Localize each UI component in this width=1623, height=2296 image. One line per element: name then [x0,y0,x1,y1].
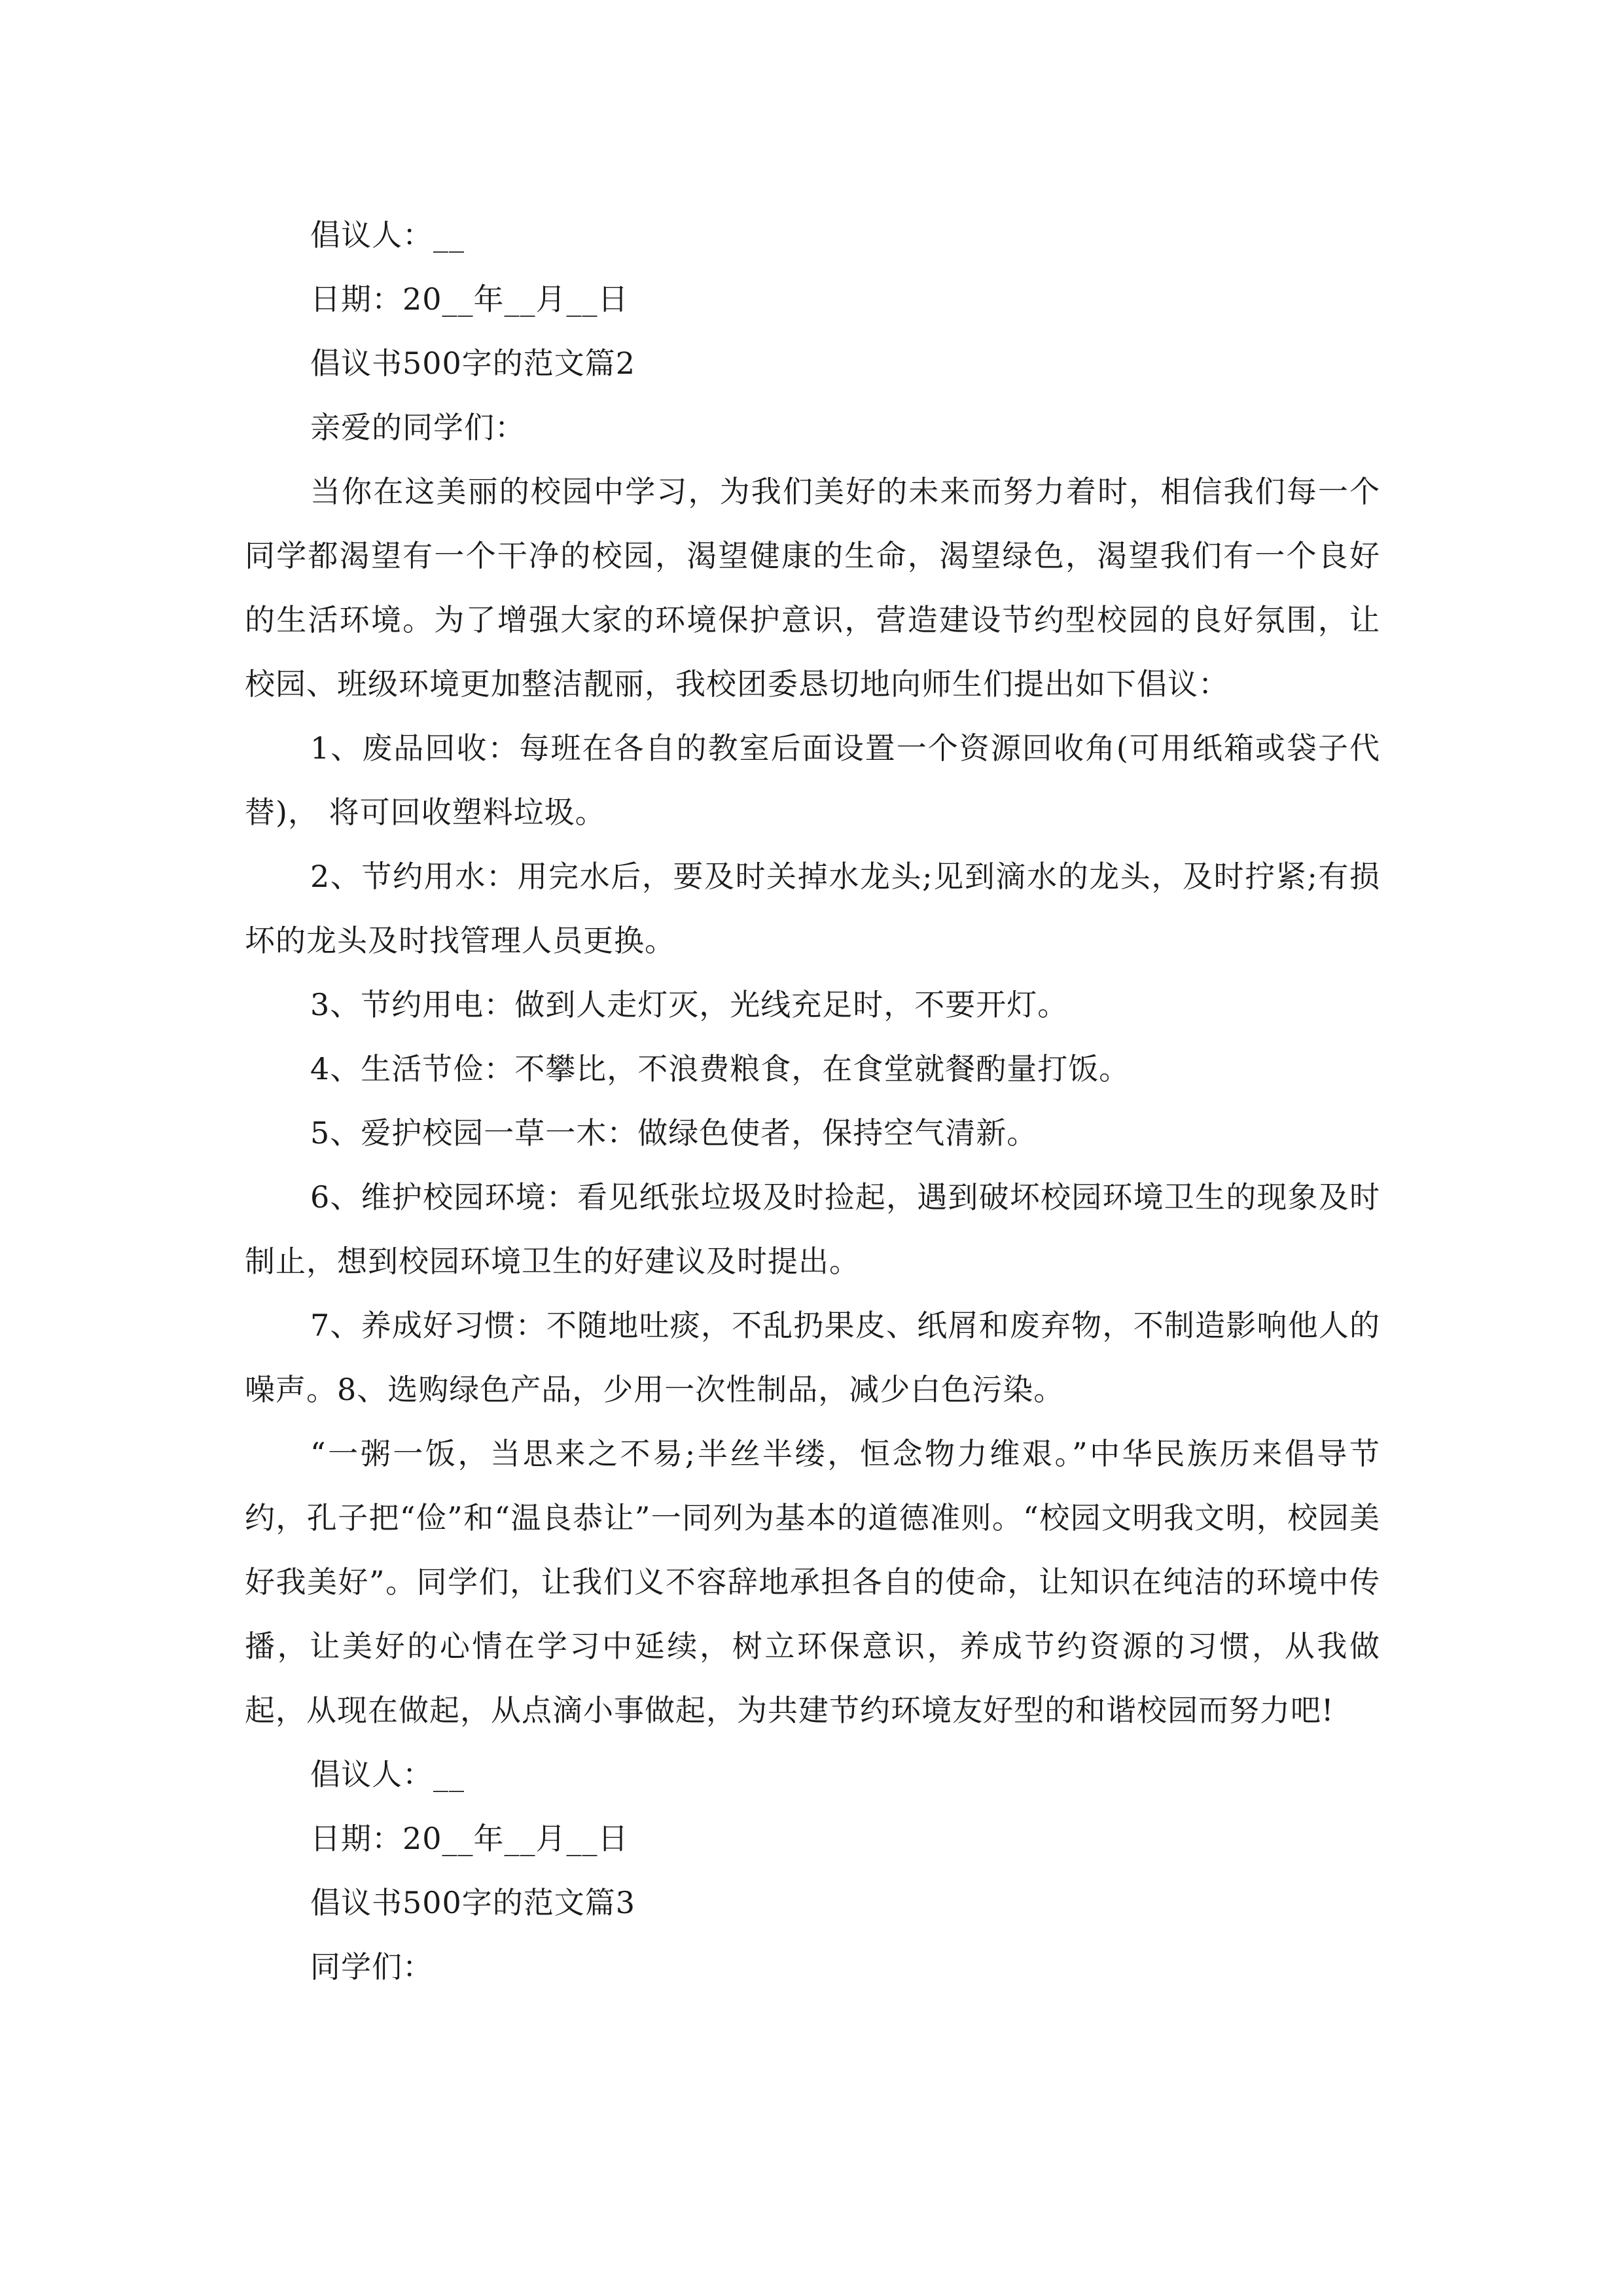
greeting-3: 同学们： [310,1949,433,1984]
article-title-2: 倡议书500字的范文篇2 [310,346,636,381]
date-line-1: 日期：20__年__月__日 [310,281,629,317]
proposal-item-1: 1、废品回收：每班在各自的教室后面设置一个资源回收角(可用纸箱或袋子代替)， 将可回收塑料垃圾。 [245,730,1380,830]
proposal-item-3: 3、节约用电：做到人走灯灭，光线充足时，不要开灯。 [310,987,1069,1022]
initiator-line-1: 倡议人：__ [310,217,465,253]
initiator-line-2: 倡议人：__ [310,1757,465,1792]
date-line-2: 日期：20__年__月__日 [310,1821,629,1856]
proposal-item-4: 4、生活节俭：不攀比，不浪费粮食，在食堂就餐酌量打饭。 [310,1051,1130,1086]
proposal-item-7: 7、养成好习惯：不随地吐痰，不乱扔果皮、纸屑和废弃物，不制造影响他人的噪声。8、选购绿色产品，少用一次性制品，减少白色污染。 [245,1308,1380,1407]
proposal-item-5: 5、爱护校园一草一木：做绿色使者，保持空气清新。 [310,1115,1038,1151]
closing-paragraph: “一粥一饭，当思来之不易;半丝半缕，恒念物力维艰。”中华民族历来倡导节约，孔子把“俭”和“温良恭让”一同列为基本的道德准则。“校园文明我文明，校园美好我美好”。同学们，让我们义不容辞地承担各自的使命，让知识在纯洁的环境中传播，让美好的心情在学习中延续，树立环保意识，养成节约资源的习惯，从我做起，从现在做起，从点滴小事做起，为共建节约环境友好型的和谐校园而努力吧! [245,1436,1380,1728]
article-title-3: 倡议书500字的范文篇3 [310,1885,636,1920]
proposal-item-6: 6、维护校园环境：看见纸张垃圾及时捡起，遇到破坏校园环境卫生的现象及时制止，想到校园环境卫生的好建议及时提出。 [245,1179,1380,1279]
document-body [245,203,1380,1999]
proposal-item-2: 2、节约用水：用完水后，要及时关掉水龙头;见到滴水的龙头，及时拧紧;有损坏的龙头及时找管理人员更换。 [245,859,1380,958]
greeting-2: 亲爱的同学们： [310,410,526,445]
intro-paragraph: 当你在这美丽的校园中学习，为我们美好的未来而努力着时，相信我们每一个同学都渴望有一个干净的校园，渴望健康的生命，渴望绿色，渴望我们有一个良好的生活环境。为了增强大家的环境保护意识，营造建设节约型校园的良好氛围，让校园、班级环境更加整洁靓丽，我校团委恳切地向师生们提出如下倡议： [245,474,1380,702]
